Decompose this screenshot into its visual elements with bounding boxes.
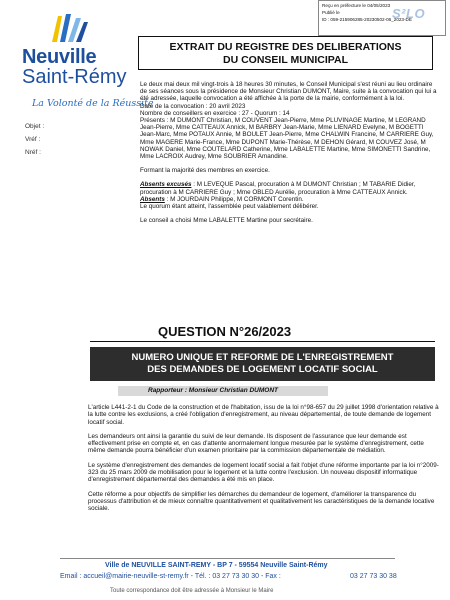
prefecture-stamp: [318, 0, 446, 36]
councillor-count: Nombre de conseillers en exercice : 27 - Quorum : 14: [140, 109, 290, 117]
header-line1: EXTRAIT DU REGISTRE DES DELIBERATIONS: [169, 41, 402, 53]
header-line2: DU CONSEIL MUNICIPAL: [222, 54, 349, 66]
rapporteur: Rapporteur : Monsieur Christian DUMONT: [118, 386, 328, 396]
footer-fax: 03 27 73 30 38: [350, 573, 397, 580]
intro-paragraph: Le deux mai deux mil vingt-trois à 18 heures 30 minutes, le Conseil Municipal s'est réuni au lieu ordinaire de ses séances sous la présidence de Monsieur Christian DUMONT, Maire, suite à la convocation qui lui a été adressée, laquelle convocation a été affichée à la porte de la mairie, conformément à la loi.: [140, 81, 437, 103]
stamp-published: Publié le: [322, 10, 340, 15]
question-title-line1: NUMERO UNIQUE ET REFORME DE L'ENREGISTREMENT: [131, 352, 394, 363]
body-paragraph-3: Le système d'enregistrement des demandes de logement locatif social a fait l'objet d'une réforme importante par la loi n°2009-323 du 25 mars 2009 de mobilisation pour le logement et la lutte contre l'exclusion. Un nouveau dispositif informatique d'enregistrement départemental des demandes a été mis en place.: [88, 461, 439, 484]
absents-excuses: [140, 181, 438, 195]
question-title-line2: DES DEMANDES DE LOGEMENT LOCATIF SOCIAL: [147, 364, 378, 375]
absents: [140, 196, 438, 203]
absents-list: : M JOURDAIN Philippe, M CORMONT Corentin.: [164, 195, 304, 203]
logo-mark-icon: [48, 12, 90, 44]
absents-excuses-list: : M LEVEQUE Pascal, procuration à M DUMONT Christian ; M TABARIE Didier, procuration à M CARRIERE Guy ; Mme OBLED Aurélie, procuration à Mme CATTEAUX Annick.: [140, 181, 416, 196]
body-paragraph-1: L'article L441-2-1 du Code de la construction et de l'habitation, issu de la loi n°98-657 du 29 juillet 1998 d'orientation relative à la lutte contre les exclusions, a créé l'obligation d'enregistrement, au niveau départemental, de toute demande de logement locatif social.: [88, 404, 439, 426]
stamp-received: Reçu en préfecture le 04/05/2023: [322, 3, 391, 8]
town-logo: [10, 10, 154, 122]
label-objet: Objet :: [25, 123, 45, 130]
question-body: [88, 404, 440, 520]
question-rule: [90, 341, 435, 342]
deliberation-intro: [140, 81, 438, 224]
absents-excuses-label: Absents excusés: [140, 181, 192, 189]
logo-slogan: La Volonté de la Réussite: [32, 98, 154, 109]
footer-contact: [60, 573, 440, 580]
quorum-note: Le quorum étant atteint, l'assemblée peut valablement délibérer.: [140, 203, 319, 211]
question-heading: QUESTION N°26/2023: [158, 324, 292, 339]
label-nref: Nréf :: [25, 149, 41, 156]
question-title-bar: [90, 347, 435, 381]
slo-watermark: S²LO: [392, 6, 426, 21]
footer-email-phone: Email : accueil@mairie-neuville-st-remy.fr - Tél. : 03 27 73 30 30 - Fax :: [60, 573, 281, 580]
footer-rule: [60, 558, 395, 559]
label-vref: Vréf :: [25, 136, 41, 143]
secretary-note: Le conseil a choisi Mme LABALETTE Martine pour secrétaire.: [140, 217, 313, 225]
convocation-date: Date de la convocation : 20 avril 2023: [140, 102, 246, 110]
absents-label: Absents: [140, 195, 165, 203]
body-paragraph-2: Les demandeurs ont ainsi la garantie du suivi de leur demande. Ils disposent de l'assurance que leur demande est effectivement prise en compte et, en cas d'attente anormalement longue mesurée par le système d'enregistrement, cette même demande pourra bénéficier d'un examen prioritaire par la commission départementale de médiation.: [88, 432, 424, 455]
majority-note: Formant la majorité des membres en exercice.: [140, 167, 270, 175]
footer-address: Ville de NEUVILLE SAINT-REMY - BP 7 - 59554 Neuville Saint-Rémy: [105, 562, 328, 569]
logo-name-line1: Neuville: [22, 46, 97, 68]
margin-labels: [25, 120, 44, 159]
stamp-id: ID : 059-215906285-20230502-06_2023-DE: [322, 17, 412, 22]
footer-note: Toute correspondance doit être adressée à Monsieur le Maire: [110, 588, 274, 594]
body-paragraph-4: Cette réforme a pour objectifs de simplifier les démarches du demandeur de logement, d'améliorer la transparence du processus d'attribution et de mieux connaître quantitativement et qualitativement les caractéristiques de la demande locative sociale.: [88, 490, 435, 513]
document-header: [138, 36, 433, 70]
logo-name-line2: Saint-Rémy: [22, 66, 127, 88]
presents-list: Présents : M DUMONT Christian, M COUVENT Jean-Pierre, Mme PLUVINAGE Martine, M LEGRAND Jean-Pierre, Mme CATTEAUX Annick, M BARBRY Jean-Marie, Mme LIENARD Evelyne, M BOGETTI Jean-Marc, Mme POTAUX Annie, M BOULET Jean-Pierre, Mme CHALWIN Francine, M CARRIERE Guy, Mme MAGERE Marie-France, Mme DUPONT Marie-Thérèse, M DEHON Gérard, M COUVEZ José, M NOWAK Daniel, Mme COUTELARD Catherine, Mme LABALETTE Martine, Mme SIMONETTI Sandrine, Mme LACROIX Audrey, Mme SOUBRIER Amandine.: [140, 117, 434, 161]
